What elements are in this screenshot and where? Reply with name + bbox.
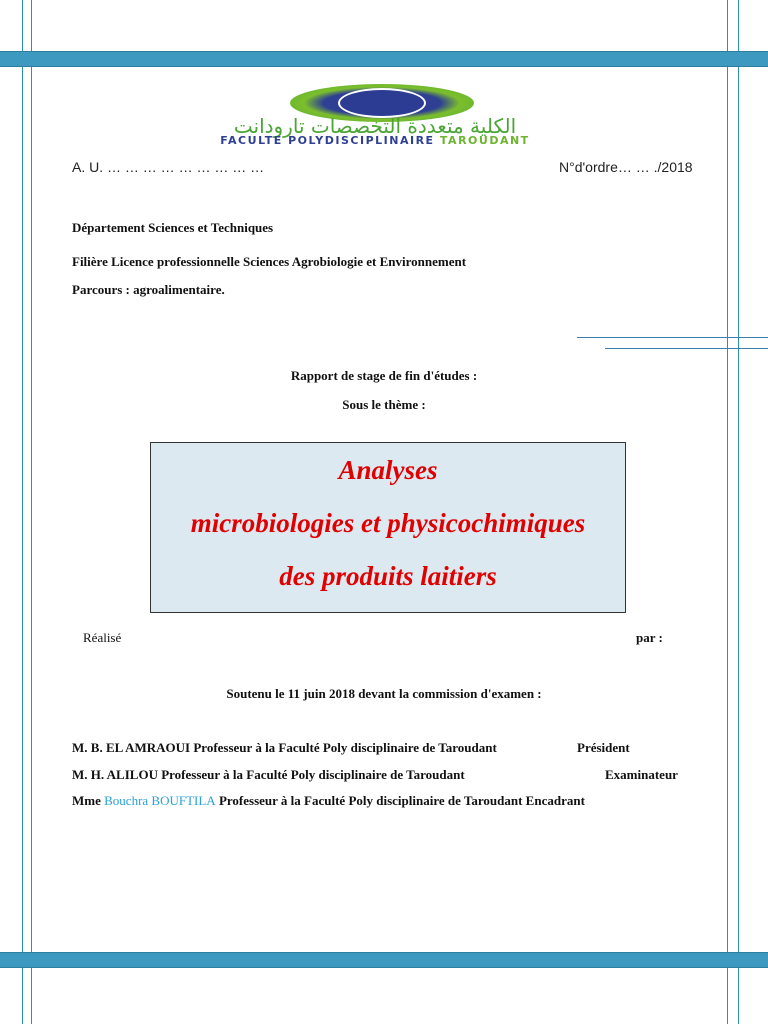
page-border-right [727,0,739,1024]
page-border-left [22,0,32,1024]
page-border-top [0,51,768,67]
order-number: N°d'ordre… … ./2018 [559,159,693,175]
jury-member-role: Président [577,740,630,755]
theme-title-line: Analyses [338,455,438,485]
jury-member-role: Examinateur [605,767,678,782]
faculty-logo [165,82,585,148]
theme-label: Sous le thème : [342,397,426,412]
jury-member-name: M. B. EL AMRAOUI Professeur à la Faculté Poly disciplinaire de Taroudant [72,740,497,755]
theme-title-line: des produits laitiers [279,561,497,591]
supervisor-name: Bouchra BOUFTILA [104,793,216,808]
defense-statement: Soutenu le 11 juin 2018 devant la commission d'examen : [226,686,542,701]
jury-member-supervisor: Mme Bouchra BOUFTILA Professeur à la Faculté Poly disciplinaire de Taroudant Encadrant [72,793,585,808]
department: Département Sciences et Techniques [72,220,274,235]
par-label: par : [636,630,663,645]
theme-title-box [150,442,626,613]
track: Parcours : agroalimentaire. [72,282,225,297]
report-type: Rapport de stage de fin d'études : [290,368,478,383]
academic-year: A. U. … … … … … … … … … [72,159,265,175]
program: Filière Licence professionnelle Sciences Agrobiologie et Environnement [72,254,467,269]
divider [605,348,768,349]
logo-french-text: FACULTE POLYDISCIPLINAIRE TAROUDANT [220,134,530,147]
realise-label: Réalisé [83,630,122,645]
logo-arabic-text: الكلية متعددة التخصصات تارودانت [233,114,517,138]
jury-member-name: M. H. ALILOU Professeur à la Faculté Poly disciplinaire de Taroudant [72,767,465,782]
theme-title-line: microbiologies et physicochimiques [190,508,586,538]
divider [577,337,768,338]
page-border-bottom [0,952,768,968]
